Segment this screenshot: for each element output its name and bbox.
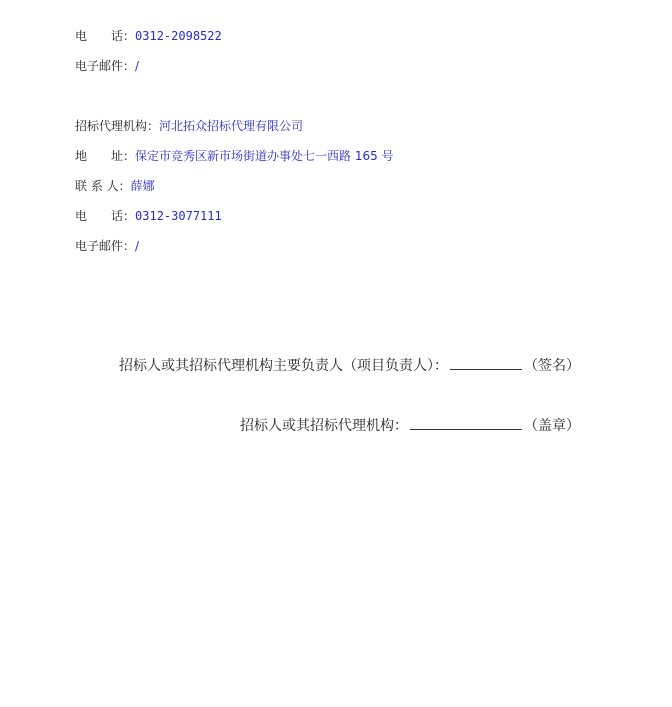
signature-line-seal — [240, 416, 580, 435]
email-value: / — [135, 239, 140, 253]
phone-value: 0312-3077111 — [135, 209, 222, 223]
email-label: 电子邮件： — [75, 239, 136, 253]
signature-blank — [450, 356, 522, 370]
agency-name-label: 招标代理机构： — [75, 119, 160, 133]
agency-name-value: 河北拓众招标代理有限公司 — [159, 119, 304, 133]
phone-label: 电 话： — [75, 29, 136, 43]
address-row — [75, 148, 394, 164]
address-label: 地 址： — [75, 149, 136, 163]
agency-name-row — [75, 118, 303, 134]
address-value: 保定市竞秀区新市场街道办事处七一西路 165 号 — [135, 149, 394, 163]
email-row-2 — [75, 238, 139, 254]
signature-line-responsible — [119, 356, 580, 375]
phone-row-2 — [75, 208, 222, 224]
email-row-1 — [75, 58, 139, 74]
email-label: 电子邮件： — [75, 59, 136, 73]
seal-blank — [410, 416, 522, 430]
seal-text: 招标人或其招标代理机构： — [240, 418, 408, 434]
phone-value: 0312-2098522 — [135, 29, 222, 43]
contact-person-value: 薛娜 — [130, 179, 155, 193]
phone-row-1 — [75, 28, 222, 44]
seal-suffix: （盖章） — [524, 418, 580, 434]
signature-text: 招标人或其招标代理机构主要负责人（项目负责人）： — [119, 358, 448, 374]
phone-label: 电 话： — [75, 209, 136, 223]
contact-person-row — [75, 178, 155, 194]
email-value: / — [135, 59, 140, 73]
contact-person-label: 联 系 人： — [75, 179, 131, 193]
signature-suffix: （签名） — [524, 358, 580, 374]
